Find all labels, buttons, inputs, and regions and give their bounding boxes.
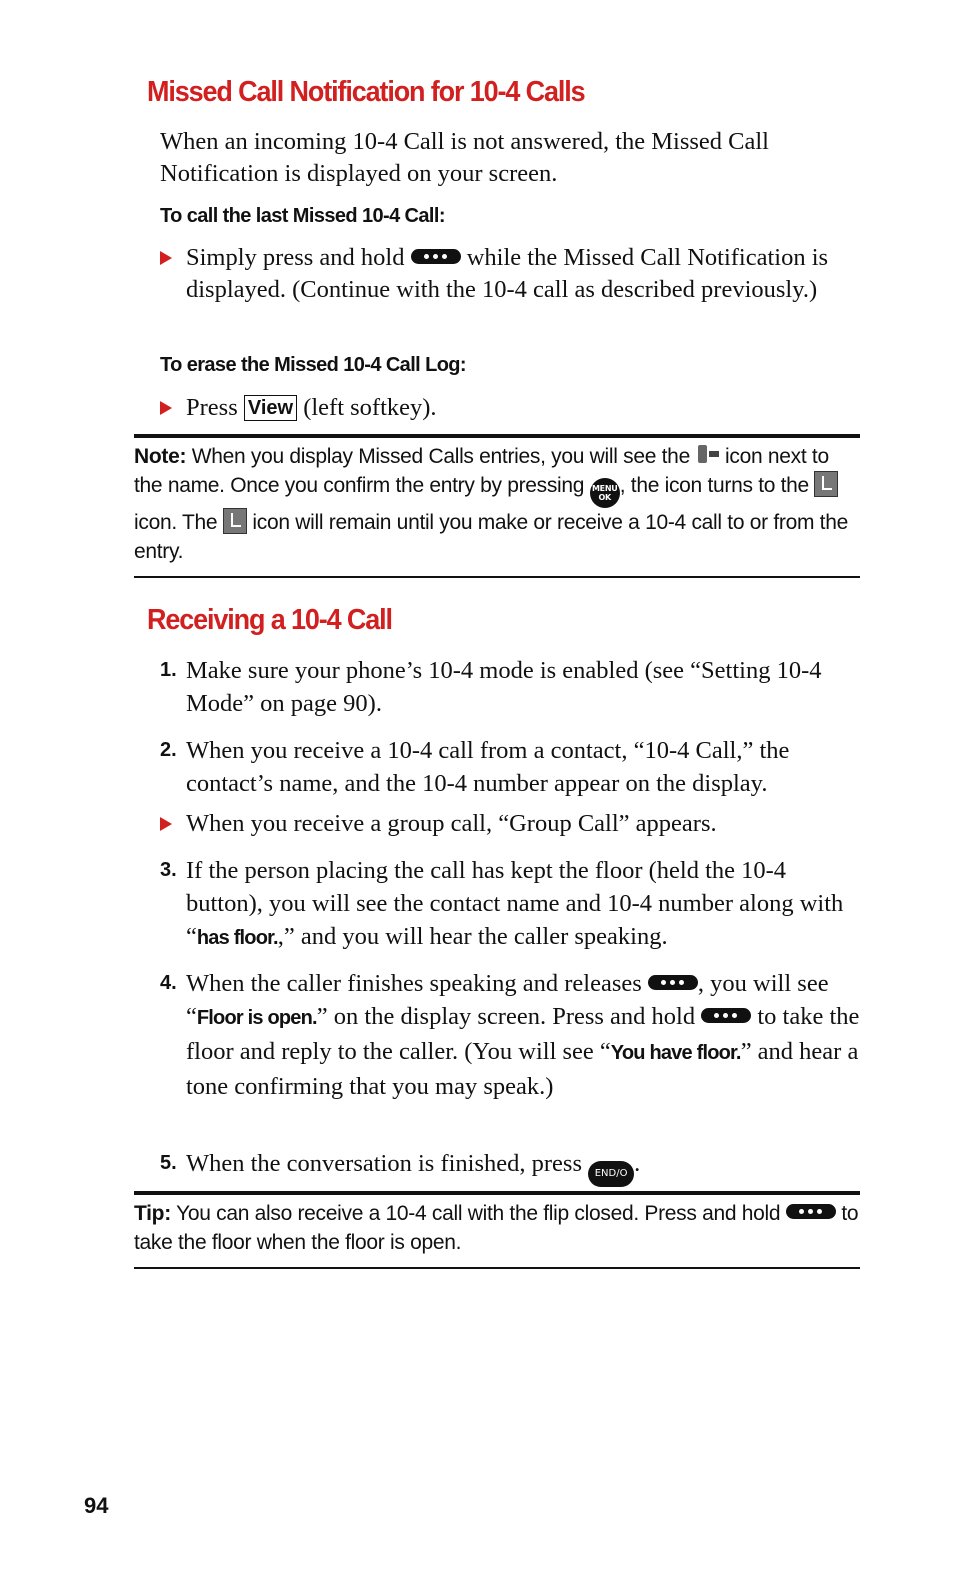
step-text: to take the floor and reply to the caller. (You will see “ [186,1003,860,1065]
subheading-erase-log: To erase the Missed 10-4 Call Log: [160,354,466,376]
step-number: 3. [160,859,177,881]
page-number: 94 [84,1493,109,1518]
step-text: ” on the display screen. Press and hold [316,1003,696,1030]
step-number: 4. [160,972,177,994]
section-title-missed-call: Missed Call Notification for 10-4 Calls [147,76,585,108]
note-text: icon will remain until you make or receive a 10-4 call to or from the entry. [134,511,848,563]
step-number: 5. [160,1152,177,1174]
tip-box [134,1191,860,1269]
view-softkey-label: View [244,395,297,421]
bullet-text: while the Missed Call Notification is displayed. (Continue with the 10-4 call as described previously.) [186,244,829,303]
bullet-text: (left softkey). [303,394,437,421]
note-text: icon. The [134,511,218,534]
step-text: Make sure your phone’s 10-4 mode is enabled (see “Setting 10-4 Mode” on page 90). [186,657,822,717]
bullet-group-call [160,808,860,840]
step-text: ” and hear a tone confirming that you may speak.) [186,1038,859,1100]
missed-call-icon [696,443,720,467]
tip-label: Tip: [134,1202,171,1225]
bullet-arrow-icon [160,817,172,831]
subheading-call-last-missed: To call the last Missed 10-4 Call: [160,205,445,227]
step-number: 2. [160,739,177,761]
bullet-text: When you receive a group call, “Group Call” appears. [186,810,717,837]
tip-text: to take the floor when the floor is open. [134,1202,859,1254]
note-label: Note: [134,445,187,468]
display-text: Floor is open. [196,1007,317,1029]
bullet-arrow-icon [160,401,172,415]
step-text: When the caller finishes speaking and releases [186,970,642,997]
note-text: icon next to the name. Once you confirm the entry by pressing [134,445,829,497]
talk-key-icon [786,1204,836,1219]
bullet-erase [160,392,860,424]
step-text: When you receive a 10-4 call from a contact, “10-4 Call,” the contact’s name, and the 10-4 number appear on the display. [186,737,790,797]
display-text: You have floor. [610,1042,741,1064]
display-text: has floor. [196,927,278,949]
bullet-call-last [160,242,860,306]
step-4 [160,967,860,1103]
bullet-text: Press [186,394,238,421]
step-text: ,” and you will hear the caller speaking. [277,923,668,950]
talk-key-icon [411,249,461,264]
returned-call-icon [223,508,247,534]
step-number: 1. [160,659,177,681]
tip-text: You can also receive a 10-4 call with the flip closed. Press and hold [176,1202,781,1225]
bullet-text: Simply press and hold [186,244,405,271]
end-key-icon: END/O [588,1161,634,1187]
note-box [134,434,860,578]
intro-paragraph: When an incoming 10-4 Call is not answered, the Missed Call Notification is displayed on your screen. [160,128,769,187]
step-2 [160,734,860,800]
talk-key-icon [648,975,698,990]
note-text: , the icon turns to the [619,474,809,497]
step-text: When the conversation is finished, press [186,1150,582,1177]
section-title-receiving: Receiving a 10-4 Call [147,604,392,636]
step-3 [160,854,860,955]
step-5 [160,1147,860,1187]
step-text: . [634,1150,641,1177]
talk-key-icon [701,1008,751,1023]
step-1 [160,654,860,720]
menu-ok-key-icon: MENU OK [590,478,620,508]
note-text: When you display Missed Calls entries, you will see the [191,445,690,468]
bullet-arrow-icon [160,251,172,265]
step-text: If the person placing the call has kept the floor (held the 10-4 button), you will see the contact name and 10-4 number along with “ [186,857,844,950]
step-text: , you will see “ [186,970,829,1030]
returned-call-icon [814,471,838,497]
